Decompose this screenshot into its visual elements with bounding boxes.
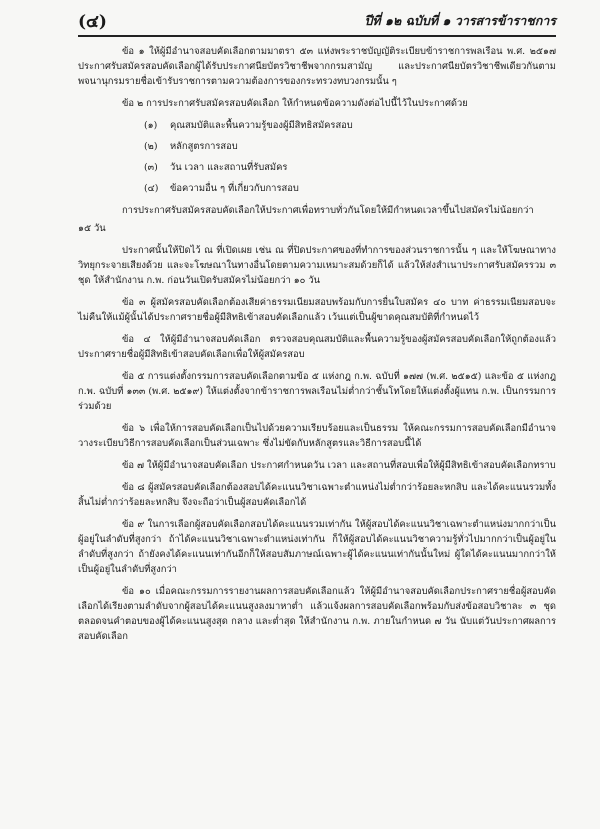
paragraph-announcement: การประกาศรับสมัครสอบคัดเลือกให้ประกาศเพื่อทราบทั่วกันโดยให้มีกำหนดเวลาขึ้นไปสมัครไม่น้อยกว่า (122, 205, 534, 216)
clause-2-list (78, 118, 556, 196)
page-header (78, 8, 556, 34)
clause-7: ข้อ ๗ ให้ผู้มีอำนาจสอบคัดเลือก ประกาศกำหนดวัน เวลา และสถานที่สอบเพื่อให้ผู้มีสิทธิเข้าสอบคัดเลือกทราบ (122, 460, 556, 471)
document-body (78, 44, 556, 651)
clause-9: ข้อ ๙ ในการเลือกผู้สอบคัดเลือกสอบได้คะแนนรวมเท่ากัน ให้ผู้สอบได้คะแนนวิชาเฉพาะตำแหน่งมากกว่าเป็นผู้อยู่ในลำดับที่สูงกว่า ถ้าได้คะแนนวิชาเฉพาะตำแหน่งเท่ากัน ก็ให้ผู้สอบได้คะแนนวิชาความรู้ทั่วไปมากกว่าเป็นผู้อยู่ในลำดับที่สูงกว่า ถ้ายังคงได้คะแนนเท่ากันอีกก็ให้สอบสัมภาษณ์เฉพาะผู้ได้คะแนนเท่ากันนั้นใหม่ ผู้ใดได้คะแนนมากกว่าให้เป็นผู้อยู่ในลำดับที่สูงกว่า (78, 519, 556, 575)
page-number: (๔) (78, 11, 107, 32)
paragraph-announcement-continued: ๑๕ วัน (78, 223, 106, 234)
list-item: (๔) ข้อความอื่น ๆ ที่เกี่ยวกับการสอบ (144, 183, 299, 194)
clause-5: ข้อ ๕ การแต่งตั้งกรรมการสอบคัดเลือกตามข้อ ๕ แห่งกฎ ก.พ. ฉบับที่ ๑๗๗ (พ.ศ. ๒๕๑๕) และข้อ ๕ แห่งกฎ ก.พ. ฉบับที่ ๑๓๓ (พ.ศ. ๒๕๑๙) ให้แต่งตั้งจากข้าราชการพลเรือนไม่ต่ำกว่าชั้นโทโดยให้แต่งตั้งผู้แทน ก.พ. เป็นกรรมการร่วมด้วย (78, 371, 556, 412)
clause-4: ข้อ ๔ ให้ผู้มีอำนาจสอบคัดเลือก ตรวจสอบคุณสมบัติและพื้นความรู้ของผู้สมัครสอบคัดเลือกให้ถูกต้องแล้วประกาศรายชื่อผู้มีสิทธิเข้าสอบคัดเลือกเพื่อให้ผู้สมัครสอบ (78, 334, 556, 360)
clause-3: ข้อ ๓ ผู้สมัครสอบคัดเลือกต้องเสียค่าธรรมเนียมสอบพร้อมกับการยื่นใบสมัคร ๔๐ บาท ค่าธรรมเนียมสอบจะไม่คืนให้แม้ผู้นั้นได้ประกาศรายชื่อผู้มีสิทธิเข้าสอบคัดเลือกแล้ว เว้นแต่เป็นผู้ขาดคุณสมบัติที่กำหนดไว้ (78, 297, 556, 323)
list-item: (๓) วัน เวลา และสถานที่รับสมัคร (144, 162, 288, 173)
clause-6: ข้อ ๖ เพื่อให้การสอบคัดเลือกเป็นไปด้วยความเรียบร้อยและเป็นธรรม ให้คณะกรรมการสอบคัดเลือกมีอำนาจวางระเบียบวิธีการสอบคัดเลือกเป็นส่วนเฉพาะ ซึ่งไม่ขัดกับหลักสูตรและวิธีการสอบนี้ได้ (78, 423, 556, 449)
list-item: (๒) หลักสูตรการสอบ (144, 141, 238, 152)
clause-2: ข้อ ๒ การประกาศรับสมัครสอบคัดเลือก ให้กำหนดข้อความดังต่อไปนี้ไว้ในประกาศด้วย (122, 98, 468, 109)
clause-8: ข้อ ๘ ผู้สมัครสอบคัดเลือกต้องสอบได้คะแนนวิชาเฉพาะตำแหน่งไม่ต่ำกว่าร้อยละหกสิบ และได้คะแนนรวมทั้งสิ้นไม่ต่ำกว่าร้อยละหกสิบ จึงจะถือว่าเป็นผู้สอบคัดเลือกได้ (78, 482, 556, 508)
header-rule (78, 35, 556, 37)
list-item: (๑) คุณสมบัติและพื้นความรู้ของผู้มีสิทธิสมัครสอบ (144, 120, 353, 131)
paragraph-posting: ประกาศนั้นให้ปิดไว้ ณ ที่เปิดเผย เช่น ณ ที่ปิดประกาศของที่ทำการของส่วนราชการนั้น ๆ และให้โฆษณาทางวิทยุกระจายเสียงด้วย และจะโฆษณาในทางอื่นโดยตามความเหมาะสมด้วยก็ได้ แล้วให้ส่งสำเนาประกาศรับสมัครรวม ๓ ชุด ให้สำนักงาน ก.พ. ก่อนวันเปิดรับสมัครไม่น้อยกว่า ๑๐ วัน (78, 245, 556, 286)
clause-1: ข้อ ๑ ให้ผู้มีอำนาจสอบคัดเลือกตามมาตรา ๕๓ แห่งพระราชบัญญัติระเบียบข้าราชการพลเรือน พ.ศ. ๒๕๑๗ ประกาศรับสมัครสอบคัดเลือกผู้ได้รับประกาศนียบัตรวิชาชีพจากกรมสามัญ และประกาศนียบัตรวิชาชีพเดียวกันตามพจนานุกรมรายชื่อเข้ารับราชการตามความต้องการของกระทรวงทบวงกรมนั้น ๆ (78, 46, 556, 87)
running-title: ปีที่ ๑๒ ฉบับที่ ๑ วารสารข้าราชการ (364, 13, 556, 28)
clause-10: ข้อ ๑๐ เมื่อคณะกรรมการรายงานผลการสอบคัดเลือกแล้ว ให้ผู้มีอำนาจสอบคัดเลือกประกาศรายชื่อผู้สอบคัดเลือกได้เรียงตามลำดับจากผู้สอบได้คะแนนสูงลงมาหาต่ำ แล้วแจ้งผลการสอบคัดเลือกพร้อมกับส่งข้อสอบวิชาละ ๓ ชุด ตลอดจนคำตอบของผู้ได้คะแนนสูงสุด กลาง และต่ำสุด ให้สำนักงาน ก.พ. ภายในกำหนด ๗ วัน นับแต่วันประกาศผลการสอบคัดเลือก (78, 586, 556, 642)
